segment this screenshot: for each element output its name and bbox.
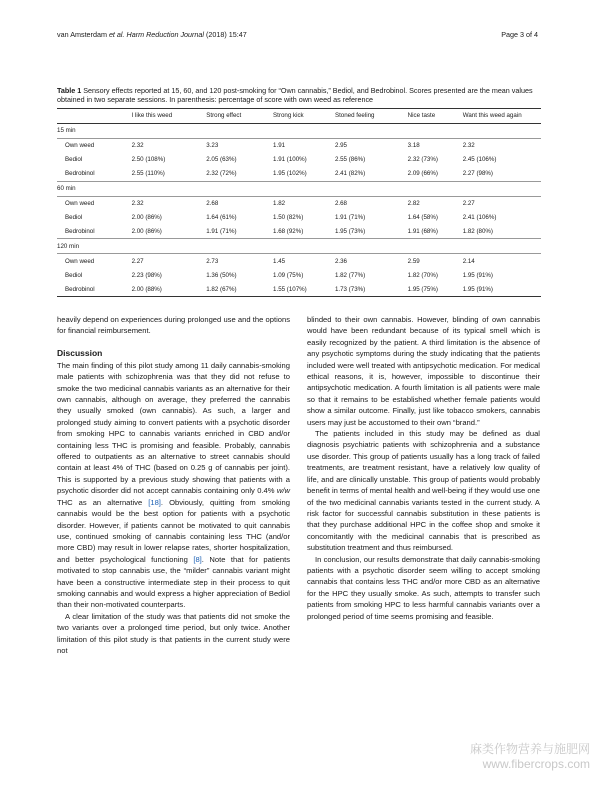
column-header: Strong effect (206, 109, 273, 124)
running-header (57, 30, 538, 42)
paragraph: The patients included in this study may be defined as dual diagnosis psychiatric patients with schizophrenia and a substance use disorder. This group of patients usually has a long track of failed treatments, are treatment resistant, have a relatively low quality of life, and are clinically unstable. This group of patients would probably benefit in terms of mental health and well-being if they would use one of the two medicinal cannabis variants tested in the current study. A risk factor for successful cannabis substitution in these patients is that they purchase additional HPC in the coffee shop and smoke it concomitantly with the medicinal cannabis that is prescribed as substitution treatment and thus reimbursed. (307, 429, 540, 553)
table-cell: 2.00 (86%) (131, 227, 162, 235)
table-cell: 1.55 (107%) (273, 282, 335, 296)
sensory-effects-table (57, 108, 541, 297)
table-cell: 2.95 (334, 142, 347, 150)
table-cell: 2.05 (63%) (206, 156, 237, 164)
watermark: 麻类作物营养与施肥网 www.fibercrops.com (469, 742, 590, 771)
header-citation: van Amsterdam et al. Harm Reduction Journal (2018) 15:47 (57, 30, 247, 39)
row-label: Bediol (65, 214, 83, 222)
right-column (307, 314, 540, 622)
paragraph: A clear limitation of the study was that patients did not smoke the two variants over a prolonged time period, but only twice. Another limitation of this pilot study is that patients in the current study were not (57, 611, 290, 655)
table-cell: 2.27 (462, 200, 475, 208)
table-row (57, 282, 541, 296)
row-label: Bediol (65, 271, 83, 279)
table-row (57, 211, 541, 225)
table-cell: 1.82 (80%) (462, 227, 493, 235)
table-row (57, 225, 541, 239)
table-cell: 1.82 (77%) (334, 271, 366, 279)
table-cell: 1.09 (75%) (273, 271, 304, 279)
row-label: Bedrobinol (65, 227, 95, 235)
table-group-row (57, 181, 541, 196)
paragraph: In conclusion, our results demonstrate that daily cannabis-smoking patients with a psychotic disorder seem willing to accept smoking cannabis that contains less THC and/or more CBD as an alternative for the HPC they usually smoke. As such, attempts to transfer such patients from smoking HPC to less harmful cannabis variants over a prolonged period of time seems promising and feasible. (307, 554, 540, 621)
table-header-row (57, 109, 541, 124)
table-cell: 1.64 (58%) (407, 214, 438, 222)
table-cell: 2.27 (131, 257, 144, 265)
time-point-label: 60 min (57, 181, 541, 196)
table-cell: 2.32 (73%) (407, 156, 438, 164)
row-label: Bedrobinol (57, 282, 132, 296)
time-point-label: 120 min (57, 239, 541, 254)
column-header: I like this weed (132, 109, 207, 124)
paragraph: heavily depend on experiences during prolonged use and the options for financial reimbursement. (57, 315, 290, 336)
column-header (57, 109, 132, 124)
table-cell: 2.23 (98%) (131, 271, 162, 279)
table-cell: 2.36 (334, 257, 347, 265)
table-row (57, 268, 541, 282)
table-cell: 1.68 (92%) (273, 227, 304, 235)
citation-link[interactable]: [8] (193, 554, 202, 564)
table-cell: 2.45 (106%) (462, 156, 497, 164)
table-cell: 2.68 (206, 200, 219, 208)
table-cell: 2.68 (334, 200, 347, 208)
table-cell: 1.82 (67%) (206, 282, 273, 296)
table-cell: 2.41 (82%) (334, 170, 366, 178)
table-cell: 2.59 (407, 257, 420, 265)
table-cell: 3.18 (407, 142, 420, 150)
row-label: Own weed (65, 257, 95, 265)
table-cell: 2.73 (206, 257, 219, 265)
table-cell: 2.32 (72%) (206, 170, 237, 178)
table-cell: 2.00 (88%) (132, 282, 207, 296)
table-cell: 2.50 (108%) (131, 156, 166, 164)
table-cell: 1.95 (91%) (462, 271, 493, 279)
page-number: Page 3 of 4 (501, 30, 538, 39)
section-heading-discussion: Discussion (57, 347, 103, 358)
table-cell: 1.95 (102%) (273, 170, 307, 178)
column-header: Strong kick (273, 109, 335, 124)
table-cell: 1.91 (68%) (407, 227, 438, 235)
table-cell: 2.14 (462, 257, 475, 265)
table-cell: 1.82 (70%) (407, 271, 438, 279)
paragraph: The main finding of this pilot study among 11 daily cannabis-smoking male patients with schizophrenia was that they did not refuse to smoke the two medicinal cannabis variants as an alternative for their own cannabis, although on average, they preferred the cannabis they usually smoked (own cannabis). As such, a larger and prolonged study aiming to convert patients with a psychotic disorder from smoking HPC to cannabis variants enriched in CBD and/or containing less THC is promising and feasible. Probably, cannabis offered to outpatients as an alternative to street cannabis should contain at least 4% of THC (based on 0.25 g of cannabis per joint). This is supported by a previous study showing that patients with a psychotic disorder did not accept cannabis containing only 0.4% w/w THC as an alternative [18]. Obviously, quitting from smoking cannabis would be the best option for patients with a psychotic disorder. However, if patients cannot be motivated to quit cannabis use, continued smoking of cannabis containing less THC (and/or more CBD) may result in lower relapse rates, shorter hospitalization, and better psychological functioning [8]. Note that for patients motivated to stop cannabis use, the “milder” cannabis variant might have been a constructive intermediate step in their process to quit smoking cannabis and would express a higher appreciation of Bediol than their non-motivated counterparts. (57, 360, 290, 610)
table-cell: 1.91 (71%) (206, 227, 237, 235)
column-header: Stoned feeling (335, 109, 408, 124)
table-cell: 2.27 (98%) (462, 170, 493, 178)
table-cell: 1.95 (91%) (463, 282, 541, 296)
table-cell: 2.41 (106%) (462, 214, 497, 222)
table-row (57, 167, 541, 181)
table-cell: 2.32 (131, 200, 144, 208)
table-cell: 1.91 (273, 142, 286, 150)
table-row (57, 138, 541, 152)
left-column (57, 314, 290, 656)
table-cell: 1.91 (100%) (273, 156, 307, 164)
table-cell: 1.50 (82%) (273, 214, 304, 222)
table-cell: 1.45 (273, 257, 286, 265)
table-cell: 2.32 (462, 142, 475, 150)
table-cell: 3.23 (206, 142, 219, 150)
table-cell: 2.32 (131, 142, 144, 150)
table-cell: 1.95 (73%) (334, 227, 366, 235)
table-cell: 1.36 (50%) (206, 271, 237, 279)
table-cell: 2.09 (66%) (407, 170, 438, 178)
time-point-label: 15 min (57, 123, 541, 138)
table-cell: 1.73 (73%) (335, 282, 408, 296)
table-row (57, 254, 541, 268)
table-row (57, 153, 541, 167)
table-group-row (57, 123, 541, 138)
row-label: Own weed (65, 200, 95, 208)
row-label: Bediol (65, 156, 83, 164)
column-header: Nice taste (408, 109, 463, 124)
table-cell: 1.82 (273, 200, 286, 208)
table-row (57, 196, 541, 210)
table-cell: 1.64 (61%) (206, 214, 237, 222)
citation-link[interactable]: [18] (148, 497, 161, 507)
table-cell: 1.91 (71%) (334, 214, 366, 222)
column-header: Want this weed again (463, 109, 541, 124)
table-cell: 2.55 (110%) (131, 170, 165, 178)
row-label: Own weed (65, 142, 95, 150)
table-cell: 2.00 (86%) (131, 214, 162, 222)
table-caption: Table 1 Sensory effects reported at 15, 60, and 120 post-smoking for “Own cannabis,” Bediol, and Bedrobinol. Scores presented are the mean values obtained in two separate sessions. In parenthesis: percentage of score with own weed as reference (57, 86, 533, 105)
row-label: Bedrobinol (65, 170, 95, 178)
table-cell: 2.82 (407, 200, 420, 208)
table-group-row (57, 239, 541, 254)
table-cell: 2.55 (86%) (334, 156, 366, 164)
paragraph: blinded to their own cannabis. However, blinding of own cannabis would have been redundant because of its typical smell which is easily recognized by the patient. A third limitation is the absence of any psychotic symptoms during the study indicating that the patients included were well treated with antipsychotic medication. For medical ethical reasons, it is, however, impossible to discontinue their antipsychotic medication. A fourth limitation is all patients were male so that it remains to be established whether female patients would show a similar outcome. Finally, just like tobacco smokers, cannabis users may just be accustomed to their own “brand.” (307, 315, 540, 427)
table-cell: 1.95 (75%) (408, 282, 463, 296)
